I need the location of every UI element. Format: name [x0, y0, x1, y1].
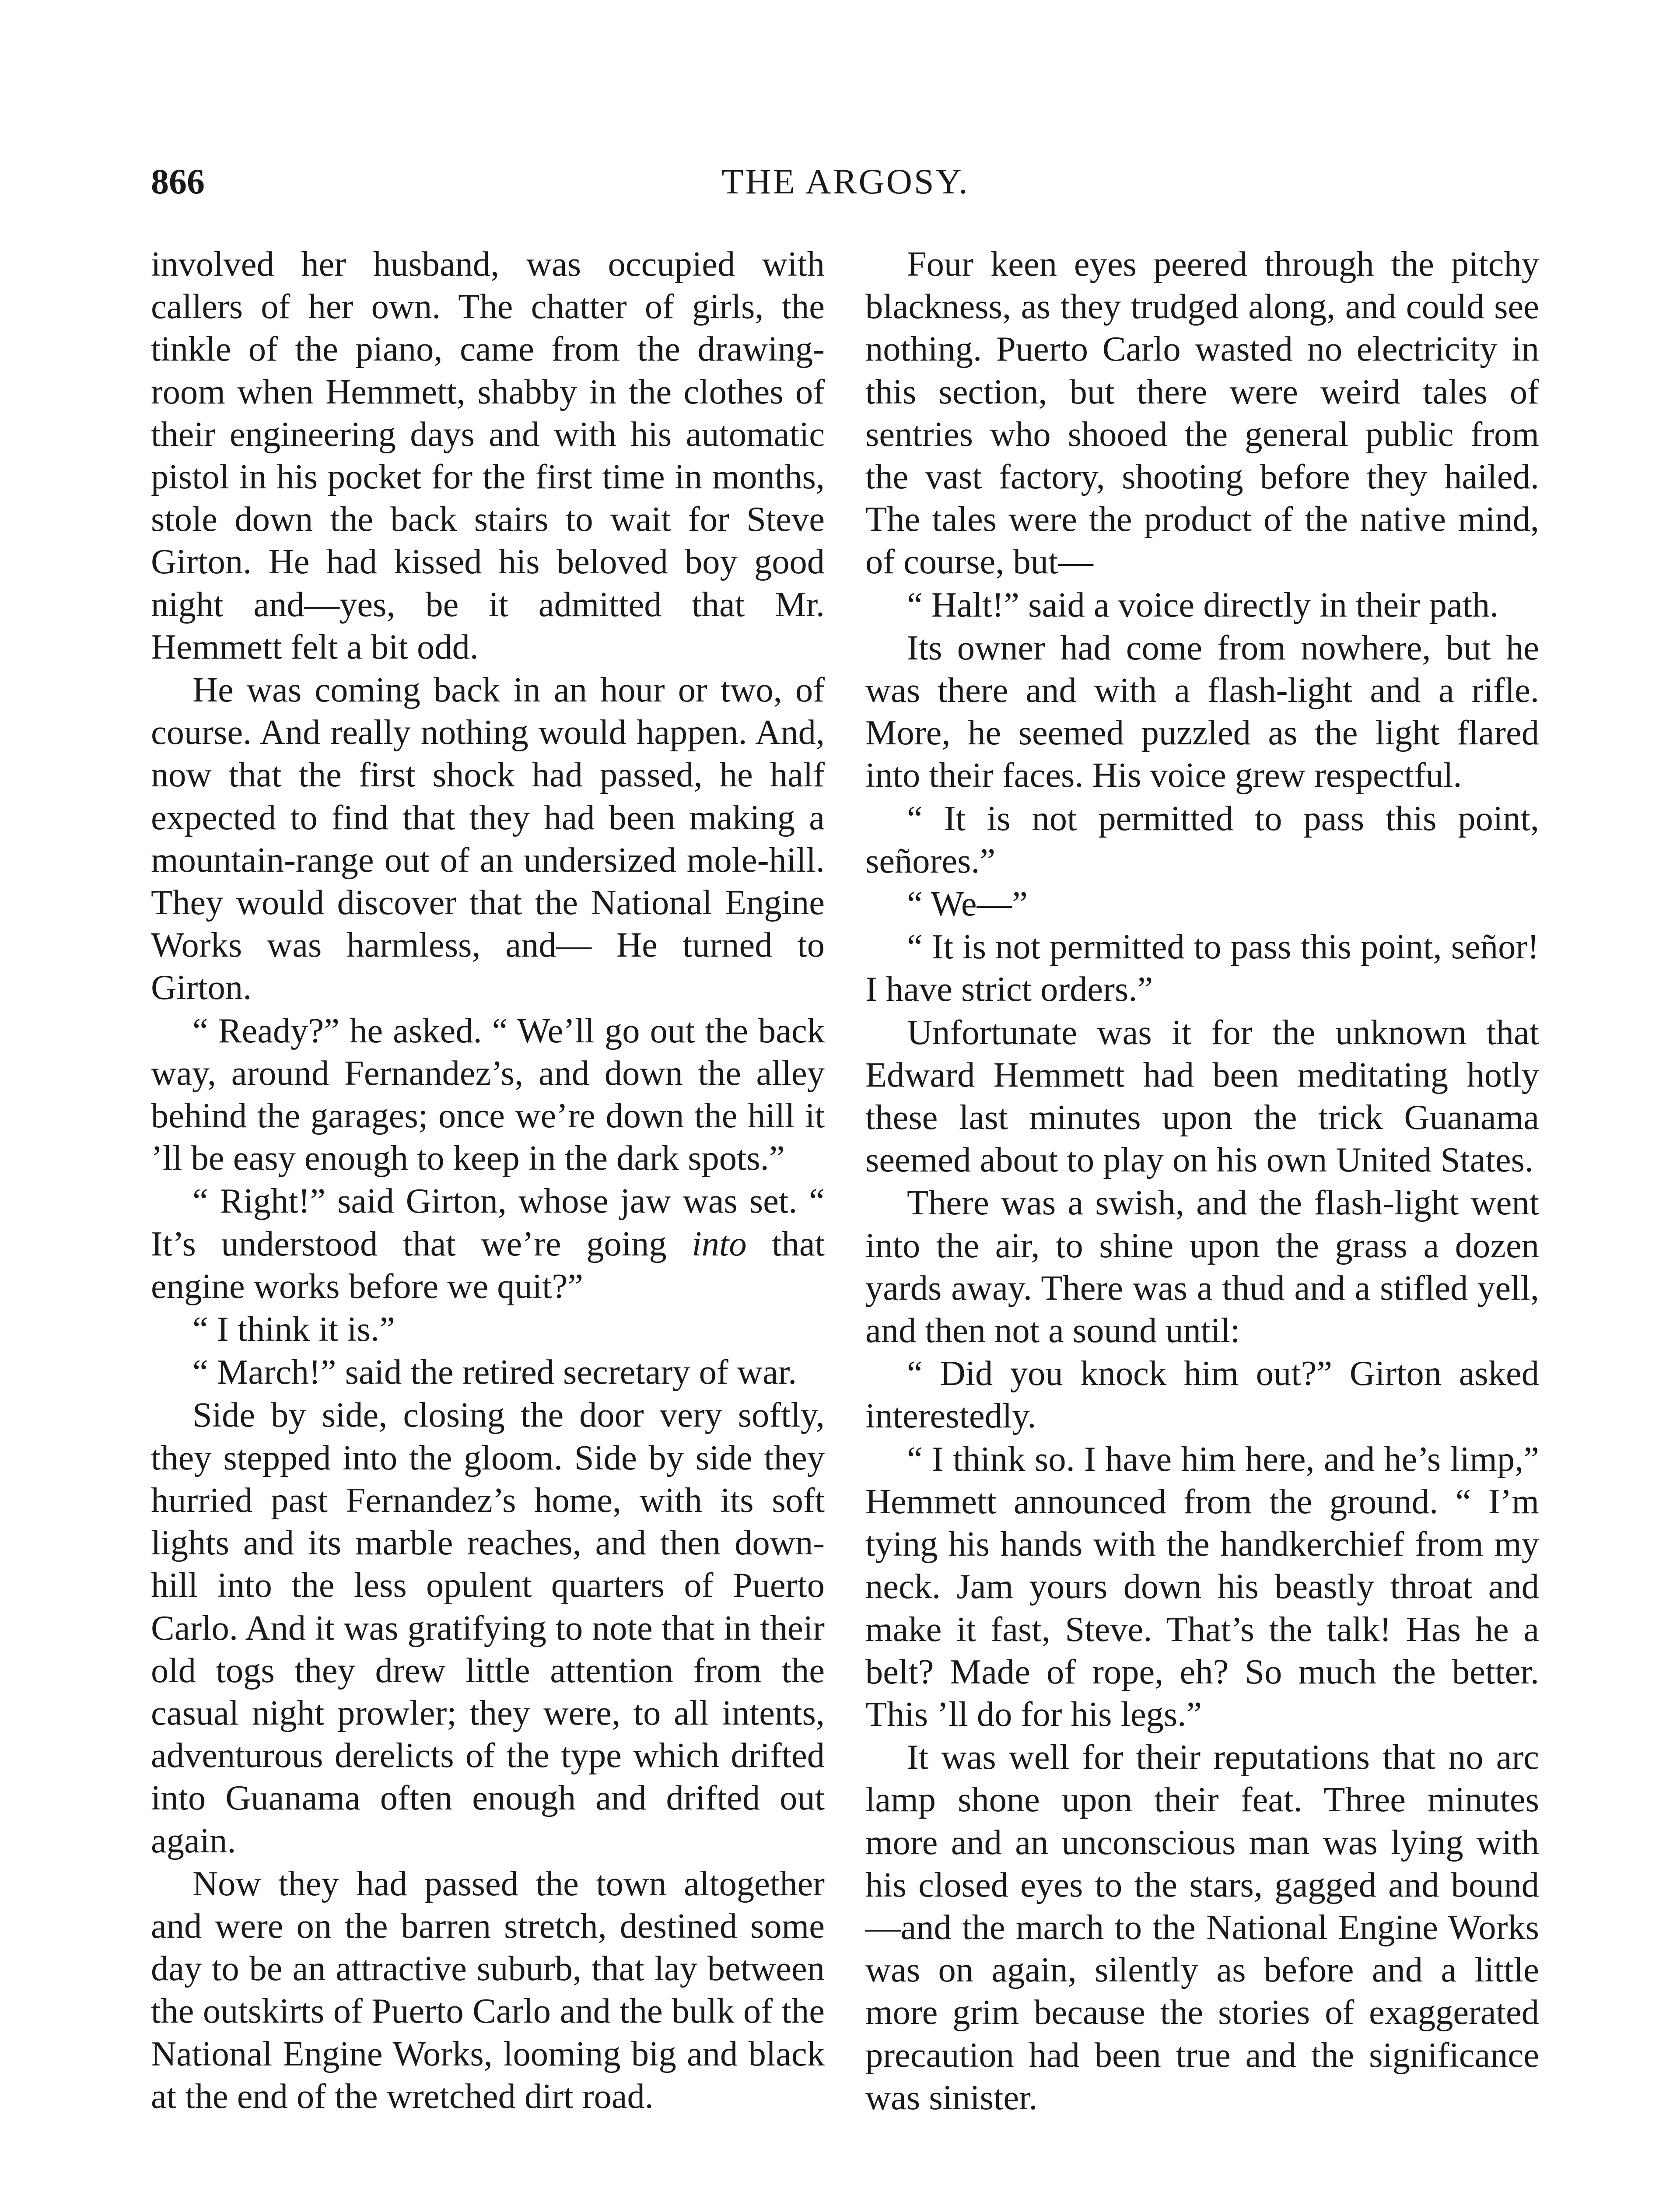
paragraph: Now they had passed the town altogether and were on the barren stretch, destined some day to be an attractive suburb, that lay between the outskirts of Puerto Carlo and the bulk of the National Engine Works, looming big and black at the end of the wretched dirt road. [151, 1864, 825, 2116]
paragraph: “ Ready?” he asked. “ We’ll go out the back way, around Fernandez’s, and down the alley behind the garages; once we’re down the hill it ’ll be easy enough to keep in the dark spots.” [151, 1011, 825, 1178]
running-title: THE ARGOSY. [721, 161, 970, 201]
paragraph: “ Did you knock him out?” Girton asked interestedly. [865, 1354, 1539, 1436]
paragraph: He was coming back in an hour or two, of course. And really nothing would happen. And, now that the first shock had passed, he half expected to find that they had been making a mountain-range out of an undersized mole-hill. They would discover that the National Engine Works was harmless, and— He turned to Girton. [151, 670, 825, 1007]
paragraph: There was a swish, and the flash-light went into the air, to shine upon the grass a dozen yards away. There was a thud and a stifled yell, and then not a sound until: [865, 1183, 1539, 1350]
paragraph: It was well for their reputations that no arc lamp shone upon their feat. Three minutes more and an unconscious man was lying with his closed eyes to the stars, gagged and bound—and the march to the National Engine Works was on again, silently as before and a little more grim because the stories of exaggerated precaution had been true and the significance was sinister. [865, 1738, 1539, 2117]
paragraph: “ We—” [907, 884, 1028, 924]
text-run: “ Right!” said Girton, whose jaw was set. “ It’s understood that we’re going [151, 1182, 825, 1263]
page-header [151, 158, 1540, 206]
paragraph: “ March!” said the retired secretary of war. [192, 1353, 797, 1392]
left-column [151, 243, 825, 2118]
paragraph: Unfortunate was it for the unknown that Edward Hemmett had been meditating hotly these last minutes upon the trick Guanama seemed about to play on his own United States. [865, 1013, 1539, 1180]
paragraph: involved her husband, was occupied with callers of her own. The chatter of girls, the tinkle of the piano, came from the drawing-room when Hemmett, shabby in the clothes of their engineering days and with his automatic pistol in his pocket for the first time in months, stole down the back stairs to wait for Steve Girton. He had kissed his beloved boy good night and—yes, be it admitted that Mr. Hemmett felt a bit odd. [151, 245, 825, 666]
paragraph: “ It is not permitted to pass this point, señores.” [865, 799, 1539, 880]
right-column [865, 243, 1539, 2119]
paragraph: “ It is not permitted to pass this point, señor! I have strict orders.” [865, 927, 1539, 1009]
paragraph: Its owner had come from nowhere, but he was there and with a flash-light and a rifle. More, he seemed puzzled as the light flared into their faces. His voice grew respectful. [865, 628, 1539, 795]
paragraph: “ I think so. I have him here, and he’s limp,” Hemmett announced from the ground. “ I’m tying his hands with the handkerchief from my neck. Jam yours down his beastly throat and make it fast, Steve. That’s the talk! Has he a belt? Made of rope, eh? So much the better. This ’ll do for his legs.” [865, 1439, 1539, 1734]
paragraph: “ I think it is.” [192, 1310, 395, 1349]
paragraph [151, 1180, 825, 1308]
paragraph: Side by side, closing the door very softly, they stepped into the gloom. Side by side they hurried past Fernandez’s home, with its soft lights and its marble reaches, and then down-hill into the less opulent quarters of Puerto Carlo. And it was gratifying to note that in their old togs they drew little attention from the casual night prowler; they were, to all intents, adventurous derelicts of the type which drifted into Guanama often enough and drifted out again. [151, 1396, 825, 1860]
emphasis-text: into [692, 1224, 747, 1263]
paragraph: Four keen eyes peered through the pitchy blackness, as they trudged along, and could see nothing. Puerto Carlo wasted no electricity in this section, but there were weird tales of sentries who shooed the general public from the vast factory, shooting before they hailed. The tales were the product of the native mind, of course, but— [865, 245, 1539, 582]
text-run: that engine works before we quit?” [151, 1224, 825, 1306]
page-number: 866 [151, 161, 205, 201]
paragraph: “ Halt!” said a voice directly in their path. [907, 585, 1499, 624]
